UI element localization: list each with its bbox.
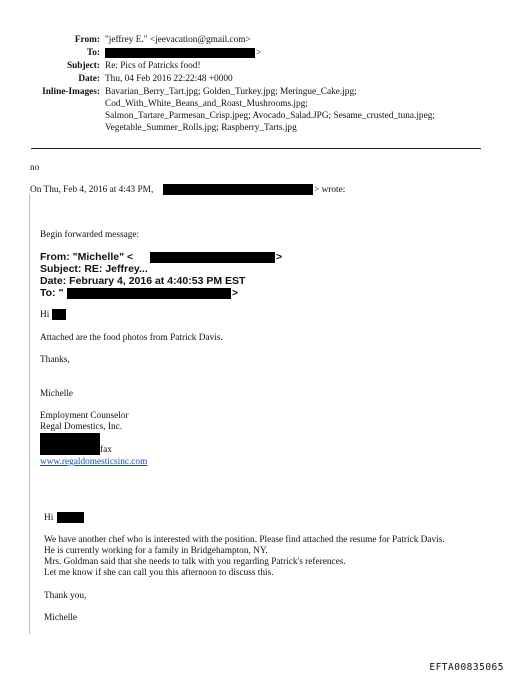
quote-bar [29, 194, 30, 634]
fwd-to: To: " [40, 287, 64, 299]
thanks-text: Thanks, [40, 355, 70, 365]
subject-value: Re: Pics of Patricks food! [105, 61, 201, 71]
redaction [150, 252, 275, 263]
website-link[interactable]: www.regaldomesticsinc.com [40, 457, 148, 467]
subject-label: Subject: [66, 61, 100, 71]
inline-images-line: Cod_With_White_Beans_and_Roast_Mushrooms.jpg; [105, 99, 308, 109]
redaction [163, 184, 313, 195]
redaction [40, 433, 100, 455]
fwd-to-suffix: > [232, 287, 239, 299]
reply-text: no [30, 163, 40, 173]
redaction [57, 512, 84, 523]
inline-images-label: Inline-Images: [42, 87, 100, 97]
paragraph-line: Mrs. Goldman said that she needs to talk with you regarding Patrick's references. [44, 557, 346, 567]
paragraph-line: Let me know if she can call you this afternoon to discuss this. [44, 568, 274, 578]
inline-images-line: Salmon_Tartare_Parmesan_Crisp.jpeg; Avocado_Salad.JPG; Sesame_crusted_tuna.jpeg; [105, 111, 435, 121]
wrote-prefix: On Thu, Feb 4, 2016 at 4:43 PM, [30, 185, 154, 195]
date-value: Thu, 04 Feb 2016 22:22:48 +0000 [105, 74, 233, 84]
signature-name: Michelle [40, 389, 74, 399]
fwd-from-suffix: > [276, 251, 283, 263]
fwd-date: Date: February 4, 2016 at 4:40:53 PM EST [40, 275, 246, 287]
signature-company: Regal Domestics, Inc. [40, 422, 123, 432]
paragraph-line: We have another chef who is interested with the position. Please find attached the resume for Patrick Davis. [44, 535, 445, 545]
attached-text: Attached are the food photos from Patrick Davis. [40, 333, 223, 343]
date-label: Date: [78, 74, 100, 84]
from-label: From: [74, 35, 100, 45]
wrote-suffix: > wrote: [314, 185, 346, 195]
to-suffix: > [256, 48, 262, 58]
signature-name: Michelle [44, 613, 78, 623]
from-value: "jeffrey E." <jeevacation@gmail.com> [105, 35, 251, 45]
fwd-subject: Subject: RE: Jeffrey... [40, 263, 148, 275]
paragraph-line: He is currently working for a family in Bridgehampton, NY. [44, 546, 268, 556]
greeting: Hi [40, 310, 50, 320]
inline-images-line: Bavarian_Berry_Tart.jpg; Golden_Turkey.jpg; Meringue_Cake.jpg; [105, 87, 357, 97]
to-label: To: [86, 48, 100, 58]
inline-images-line: Vegetable_Summer_Rolls.jpg; Raspberry_Tarts.jpg [105, 123, 297, 133]
redaction [105, 48, 255, 58]
signature-title: Employment Counselor [40, 411, 129, 421]
bates-number: EFTA00835065 [429, 662, 504, 673]
thank-you-text: Thank you, [44, 591, 87, 601]
redaction [67, 288, 231, 299]
greeting: Hi [44, 513, 54, 523]
begin-forwarded: Begin forwarded message: [40, 230, 140, 240]
redaction [52, 309, 66, 320]
fwd-from: From: "Michelle" < [40, 251, 134, 263]
header-divider [31, 148, 481, 149]
signature-fax: fax [100, 445, 112, 455]
